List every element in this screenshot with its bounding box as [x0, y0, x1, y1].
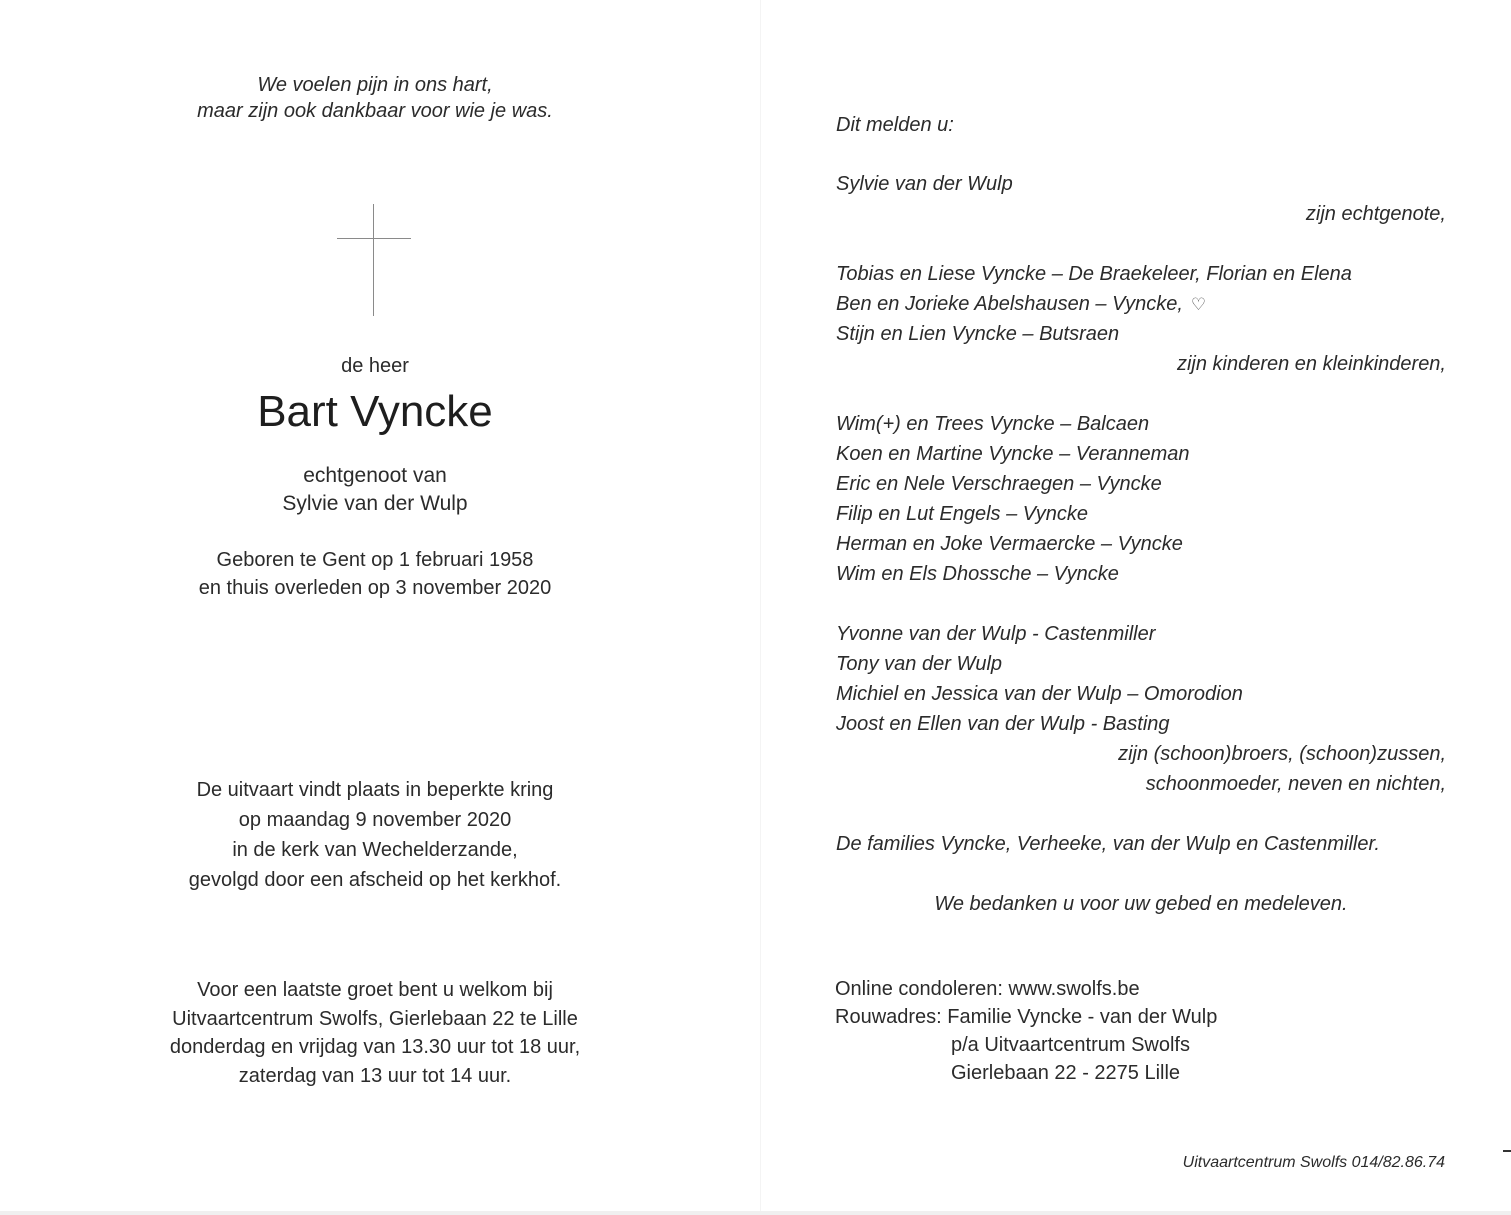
- visit-line: Voor een laatste groet bent u welkom bij: [197, 979, 553, 1001]
- life-dates: [0, 546, 750, 602]
- memorial-motto: [0, 72, 750, 124]
- visit-line: donderdag en vrijdag van 13.30 uur tot 18 uur,: [169, 1036, 581, 1058]
- funeral-line: gevolgd door een afscheid op het kerkhof.: [188, 869, 562, 891]
- motto-line: maar zijn ook dankbaar voor wie je was.: [197, 100, 553, 122]
- visit-line: Uitvaartcentrum Swolfs, Gierlebaan 22 te Lille: [172, 1007, 578, 1030]
- address-line: Rouwadres: Familie Vyncke - van der Wulp: [835, 1006, 1218, 1028]
- spouse-info: [0, 462, 750, 518]
- spouse-line: Sylvie van der Wulp: [282, 492, 468, 515]
- funeral-details: [0, 775, 750, 895]
- funeral-home-credit: Uitvaartcentrum Swolfs 014/82.86.74: [1182, 1154, 1445, 1171]
- child-line: Tobias en Liese Vyncke – De Braekeleer, Florian en Elena: [836, 263, 1352, 285]
- child-line-text: Ben en Jorieke Abelshausen – Vyncke,: [836, 293, 1183, 315]
- sibling-line: Eric en Nele Verschraegen – Vyncke: [836, 473, 1162, 495]
- inlaw-line: Tony van der Wulp: [836, 653, 1003, 675]
- children-role: zijn kinderen en kleinkinderen,: [1176, 353, 1446, 375]
- wife-name: Sylvie van der Wulp: [836, 173, 1013, 195]
- sibling-line: Wim(+) en Trees Vyncke – Balcaen: [836, 413, 1150, 435]
- inlaws-role: schoonmoeder, neven en nichten,: [1145, 773, 1446, 795]
- motto-line: We voelen pijn in ons hart,: [257, 74, 493, 96]
- inlaws-role: zijn (schoon)broers, (schoon)zussen,: [1118, 743, 1446, 765]
- birth-line: Geboren te Gent op 1 februari 1958: [216, 549, 534, 571]
- announcement-intro: Dit melden u:: [836, 114, 954, 136]
- sibling-line: Herman en Joke Vermaercke – Vyncke: [836, 533, 1183, 555]
- child-line: Stijn en Lien Vyncke – Butsraen: [836, 323, 1120, 345]
- funeral-line: in de kerk van Wechelderzande,: [232, 839, 518, 861]
- address-line: Gierlebaan 22 - 2275 Lille: [951, 1062, 1181, 1084]
- inlaw-line: Michiel en Jessica van der Wulp – Omorodion: [836, 683, 1243, 705]
- heart-outline-icon: ♡: [1190, 295, 1207, 314]
- funeral-line: op maandag 9 november 2020: [238, 809, 512, 831]
- wife-role: zijn echtgenote,: [1305, 203, 1446, 225]
- thanks-line: We bedanken u voor uw gebed en medeleven.: [934, 893, 1348, 915]
- spouse-line: echtgenoot van: [303, 464, 447, 487]
- online-condolence-line: Online condoleren: www.swolfs.be: [835, 978, 1140, 1000]
- child-line: [836, 289, 1206, 320]
- inlaw-line: Joost en Ellen van der Wulp - Basting: [836, 713, 1170, 735]
- visit-line: zaterdag van 13 uur tot 14 uur.: [238, 1064, 512, 1087]
- inlaw-line: Yvonne van der Wulp - Castenmiller: [836, 623, 1156, 645]
- honorific: de heer: [341, 355, 409, 377]
- sibling-line: Wim en Els Dhossche – Vyncke: [836, 563, 1119, 585]
- contact-block: [835, 975, 1217, 1087]
- visitation-details: [0, 976, 750, 1090]
- cross-icon: [337, 204, 411, 316]
- sibling-line: Filip en Lut Engels – Vyncke: [836, 503, 1089, 525]
- scan-bottom-edge: [0, 1211, 1511, 1215]
- scan-edge-mark: [1503, 1150, 1511, 1152]
- address-line: p/a Uitvaartcentrum Swolfs: [951, 1034, 1190, 1056]
- funeral-line: De uitvaart vindt plaats in beperkte kring: [196, 779, 554, 801]
- deceased-name: Bart Vyncke: [257, 387, 493, 436]
- death-line: en thuis overleden op 3 november 2020: [198, 577, 552, 599]
- families-line: De families Vyncke, Verheeke, van der Wulp en Castenmiller.: [836, 833, 1380, 855]
- card-fold-line: [760, 0, 761, 1215]
- sibling-line: Koen en Martine Vyncke – Veranneman: [836, 443, 1190, 465]
